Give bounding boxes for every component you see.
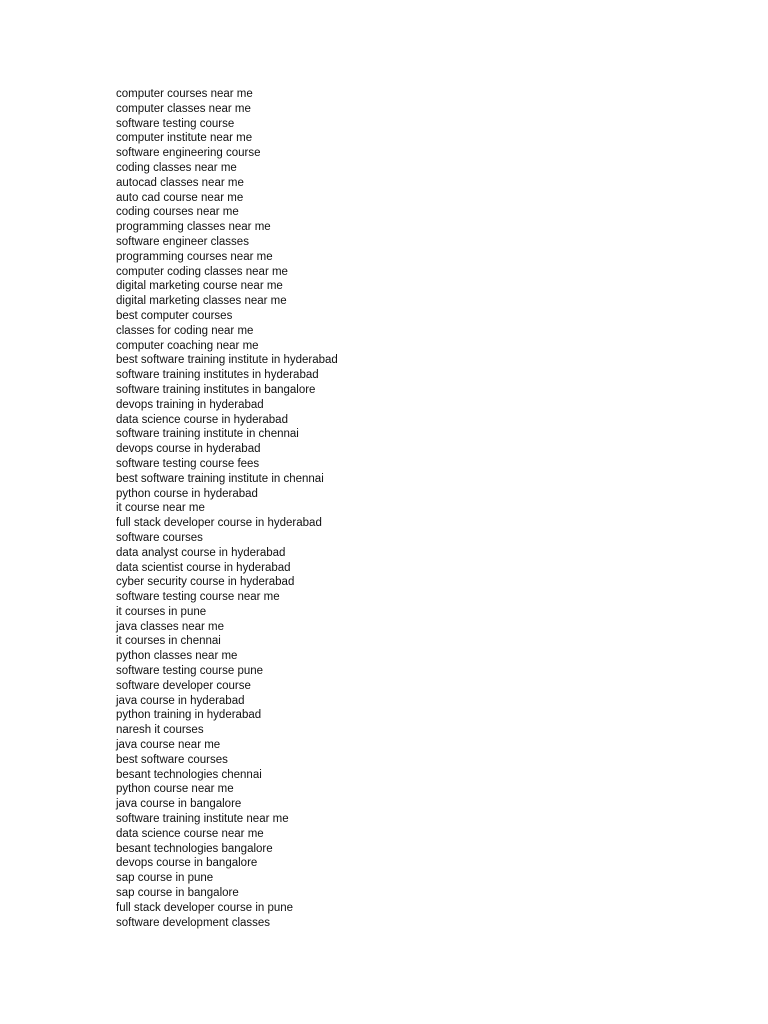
list-item: software training institute in chennai <box>116 428 299 441</box>
list-item: coding classes near me <box>116 161 237 174</box>
list-item: python course near me <box>116 783 234 796</box>
list-item: programming classes near me <box>116 221 271 234</box>
list-item: devops training in hyderabad <box>116 398 264 411</box>
list-item: software developer course <box>116 679 251 692</box>
list-item: devops course in bangalore <box>116 857 258 870</box>
list-item: computer institute near me <box>116 132 253 145</box>
list-item: java course in hyderabad <box>116 694 245 707</box>
list-item: it course near me <box>116 502 205 515</box>
list-item: classes for coding near me <box>116 324 254 337</box>
list-item: software courses <box>116 531 203 544</box>
list-item: it courses in chennai <box>116 635 221 648</box>
list-item: java course near me <box>116 739 221 752</box>
list-item: software testing course <box>116 117 235 130</box>
list-item: software testing course near me <box>116 591 280 604</box>
list-item: computer courses near me <box>116 88 253 100</box>
list-item: autocad classes near me <box>116 176 244 189</box>
list-item: software engineering course <box>116 147 261 160</box>
list-item: software testing course fees <box>116 457 260 470</box>
list-item: software training institutes in hyderabad <box>116 369 319 382</box>
list-item: besant technologies bangalore <box>116 842 273 855</box>
list-item: full stack developer course in pune <box>116 901 294 914</box>
list-item: software development classes <box>116 916 271 929</box>
list-item: data scientist course in hyderabad <box>116 561 291 574</box>
list-item: best software courses <box>116 753 228 766</box>
list-item: coding courses near me <box>116 206 239 219</box>
list-item: data science course near me <box>116 827 264 840</box>
list-item: best software training institute in chennai <box>116 472 324 485</box>
list-item: python training in hyderabad <box>116 709 262 722</box>
keyword-list <box>116 87 338 930</box>
list-item: software training institutes in bangalore <box>116 383 316 396</box>
list-item: java course in bangalore <box>116 798 242 811</box>
list-item: computer coaching near me <box>116 339 259 352</box>
list-item: naresh it courses <box>116 724 204 737</box>
list-item: full stack developer course in hyderabad <box>116 517 322 530</box>
list-item: java classes near me <box>116 620 225 633</box>
list-item: sap course in bangalore <box>116 887 239 900</box>
list-item: besant technologies chennai <box>116 768 262 781</box>
list-item: it courses in pune <box>116 605 207 618</box>
list-item: digital marketing classes near me <box>116 295 287 308</box>
list-item: data science course in hyderabad <box>116 413 288 426</box>
list-item: auto cad course near me <box>116 191 244 204</box>
list-item: python course in hyderabad <box>116 487 258 500</box>
list-item: best computer courses <box>116 309 233 322</box>
list-item: data analyst course in hyderabad <box>116 546 286 559</box>
list-item: sap course in pune <box>116 872 214 885</box>
list-item: digital marketing course near me <box>116 280 283 293</box>
list-item: computer coding classes near me <box>116 265 288 278</box>
list-item: software testing course pune <box>116 665 264 678</box>
list-item: software training institute near me <box>116 813 289 826</box>
list-item: cyber security course in hyderabad <box>116 576 295 589</box>
list-item: python classes near me <box>116 650 238 663</box>
list-item: software engineer classes <box>116 235 249 248</box>
list-item: programming courses near me <box>116 250 273 263</box>
list-item: devops course in hyderabad <box>116 443 261 456</box>
list-item: best software training institute in hyderabad <box>116 354 338 367</box>
list-item: computer classes near me <box>116 102 251 115</box>
